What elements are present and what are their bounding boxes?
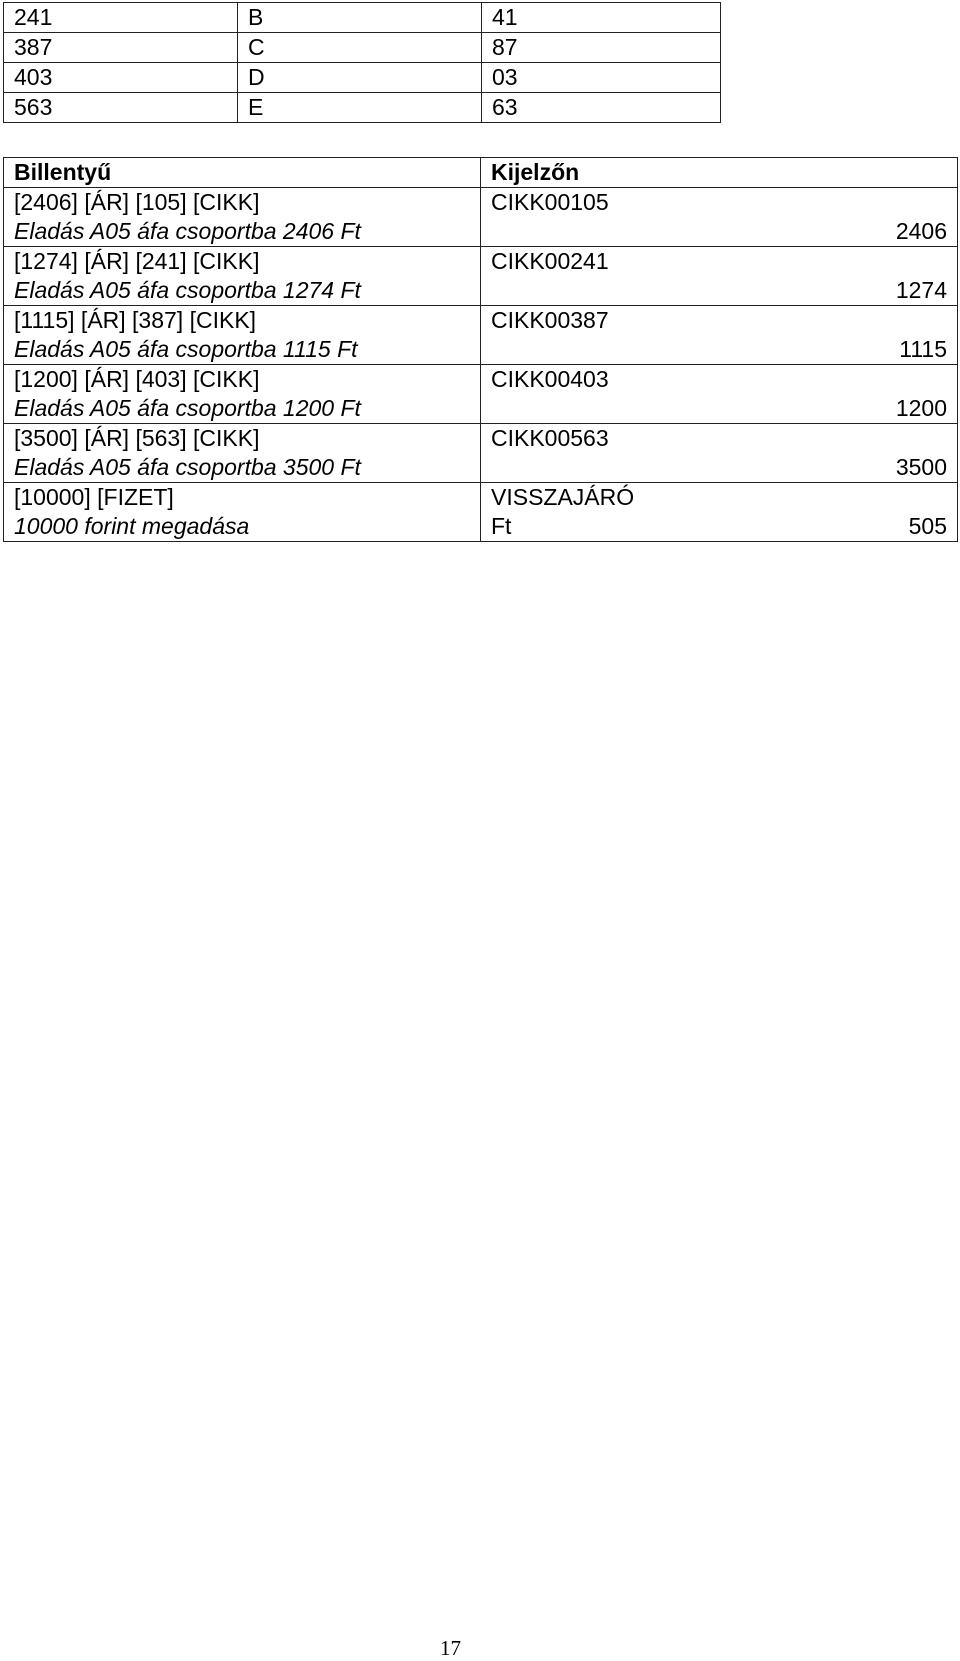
display-amount: 2406	[895, 218, 947, 244]
display-text: CIKK00403	[491, 366, 609, 392]
key-sequence: [2406] [ÁR] [105] [CIKK]	[14, 189, 260, 215]
key-sequence: [1200] [ÁR] [403] [CIKK]	[14, 366, 260, 392]
display-amount: 505	[908, 513, 947, 539]
display-text: CIKK00563	[491, 425, 609, 451]
display-amount: 1115	[899, 336, 947, 362]
display-unit: Ft	[491, 513, 512, 539]
table-cell: 563	[4, 93, 238, 123]
display-amount-row	[491, 512, 947, 541]
header-display: Kijelzőn	[481, 158, 958, 188]
display-text: CIKK00105	[491, 189, 609, 215]
table-row	[4, 247, 958, 306]
table-row	[4, 93, 721, 123]
table-row	[4, 306, 958, 365]
keys-cell	[4, 424, 481, 483]
table-row	[4, 63, 721, 93]
display-amount: 1274	[895, 277, 947, 303]
table-cell: 87	[482, 33, 721, 63]
table-row	[4, 33, 721, 63]
display-cell	[481, 306, 958, 365]
table-row	[4, 424, 958, 483]
table-cell: 241	[4, 3, 238, 33]
display-cell	[481, 365, 958, 424]
table-cell: C	[238, 33, 482, 63]
key-sequence: [10000] [FIZET]	[14, 484, 174, 510]
step-description: Eladás A05 áfa csoportba 1200 Ft	[14, 395, 361, 421]
step-description: Eladás A05 áfa csoportba 1115 Ft	[14, 336, 358, 362]
table-cell: 387	[4, 33, 238, 63]
keys-cell	[4, 188, 481, 247]
step-description: 10000 forint megadása	[14, 513, 250, 539]
keys-cell	[4, 247, 481, 306]
table-row	[4, 188, 958, 247]
table-cell: B	[238, 3, 482, 33]
key-sequence: [3500] [ÁR] [563] [CIKK]	[14, 425, 260, 451]
display-cell	[481, 247, 958, 306]
table-cell: 41	[482, 3, 721, 33]
display-text: VISSZAJÁRÓ	[491, 484, 635, 510]
key-sequence: [1274] [ÁR] [241] [CIKK]	[14, 248, 260, 274]
table-cell: E	[238, 93, 482, 123]
key-sequence: [1115] [ÁR] [387] [CIKK]	[14, 307, 257, 333]
example-table	[3, 157, 958, 542]
table-row	[4, 3, 721, 33]
display-text: CIKK00241	[491, 248, 609, 274]
display-cell	[481, 424, 958, 483]
table-cell: D	[238, 63, 482, 93]
display-cell	[481, 188, 958, 247]
table-cell: 63	[482, 93, 721, 123]
keys-cell	[4, 306, 481, 365]
table-cell: 03	[482, 63, 721, 93]
table-row	[4, 483, 958, 542]
step-description: Eladás A05 áfa csoportba 3500 Ft	[14, 454, 361, 480]
step-description: Eladás A05 áfa csoportba 1274 Ft	[14, 277, 361, 303]
display-cell	[481, 483, 958, 542]
table-cell: 403	[4, 63, 238, 93]
table-header-row	[4, 158, 958, 188]
header-keys: Billentyű	[4, 158, 481, 188]
keys-cell	[4, 483, 481, 542]
step-description: Eladás A05 áfa csoportba 2406 Ft	[14, 218, 361, 244]
keys-cell	[4, 365, 481, 424]
page-number: 17	[440, 1636, 461, 1660]
display-amount: 1200	[895, 395, 947, 421]
display-amount: 3500	[895, 454, 947, 480]
table-row	[4, 365, 958, 424]
display-text: CIKK00387	[491, 307, 609, 333]
code-table	[3, 2, 721, 123]
